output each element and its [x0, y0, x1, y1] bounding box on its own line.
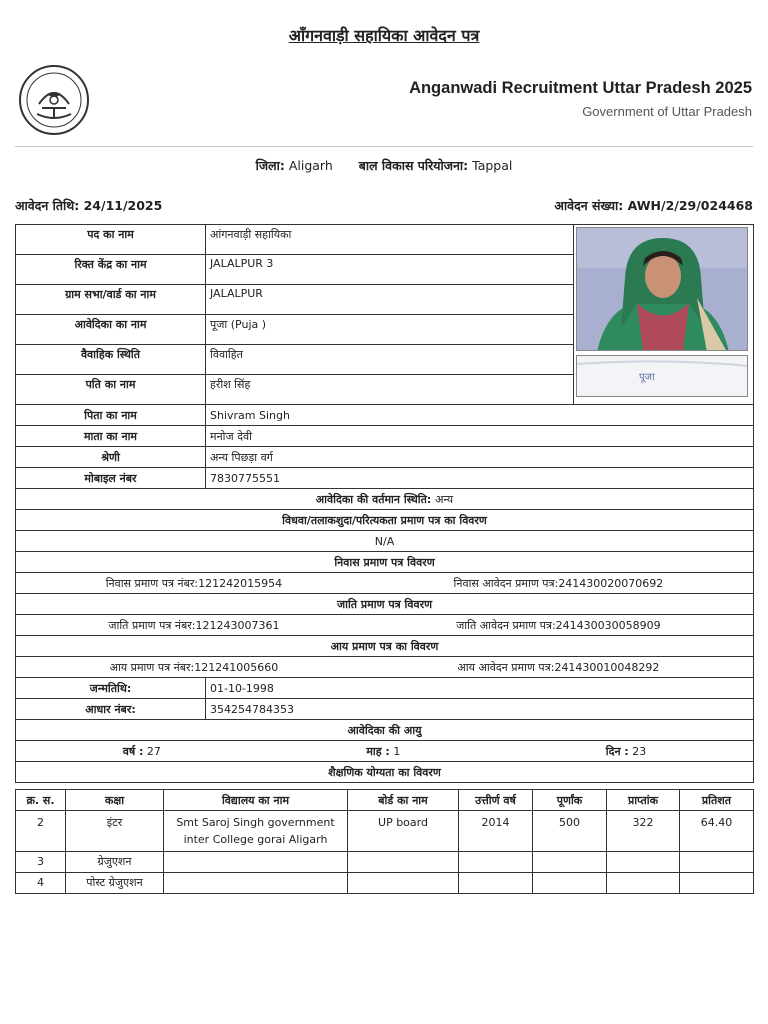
- caste-cert-number: जाति प्रमाण पत्र नंबर:121243007361: [108, 618, 280, 632]
- income-cert-row: [16, 657, 754, 678]
- signature-text: पूजा: [639, 372, 655, 383]
- husband-name-label: पति का नाम: [16, 375, 206, 405]
- current-status-label: आवेदिका की वर्तमान स्थिति:: [315, 492, 432, 506]
- category-value: अन्य पिछड़ा वर्ग: [206, 447, 754, 468]
- current-status-value: अन्य: [435, 492, 454, 506]
- col-year: उत्तीर्ण वर्ष: [459, 790, 533, 811]
- education-heading: शैक्षणिक योग्यता का विवरण: [16, 762, 754, 783]
- post-label: पद का नाम: [16, 225, 206, 255]
- residence-cert-number: निवास प्रमाण पत्र नंबर:121242015954: [105, 576, 283, 590]
- app-no-value: AWH/2/29/024468: [627, 198, 753, 213]
- org-title: Anganwadi Recruitment Uttar Pradesh 2025: [409, 79, 752, 97]
- cell-school: [164, 873, 348, 894]
- caste-app-number: जाति आवेदन प्रमाण पत्र:241430030058909: [456, 618, 661, 632]
- table-row: [16, 852, 754, 873]
- project-label: बाल विकास परियोजना:: [358, 158, 469, 173]
- cell-year: 2014: [459, 811, 533, 852]
- mobile-label: मोबाइल नंबर: [16, 468, 206, 489]
- dob-label: जन्मतिथि:: [16, 678, 206, 699]
- col-class: कक्षा: [66, 790, 164, 811]
- applicant-name-label: आवेदिका का नाम: [16, 315, 206, 345]
- cell-class: ग्रेजुएशन: [66, 852, 164, 873]
- applicant-photo: [576, 227, 748, 351]
- age-years: वर्ष : 27: [122, 744, 161, 758]
- cell-class: पोस्ट ग्रेजुएशन: [66, 873, 164, 894]
- applicant-name-value: पूजा (Puja ): [206, 315, 574, 345]
- marital-status-label: वैवाहिक स्थिति: [16, 345, 206, 375]
- col-school: विद्यालय का नाम: [164, 790, 348, 811]
- application-number: [554, 197, 753, 214]
- cell-percent: [680, 873, 754, 894]
- income-cert-number: आय प्रमाण पत्र नंबर:121241005660: [109, 660, 279, 674]
- cell-sno: 2: [16, 811, 66, 852]
- header-divider: [15, 146, 753, 147]
- post-value: आंगनवाड़ी सहायिका: [206, 225, 574, 255]
- cell-obtained: [607, 852, 680, 873]
- age-row: [16, 741, 754, 762]
- aadhaar-value: 354254784353: [206, 699, 754, 720]
- mother-name-label: माता का नाम: [16, 426, 206, 447]
- cell-school: Smt Saroj Singh government inter College gorai Aligarh: [164, 811, 348, 852]
- photo-cell: [574, 225, 754, 405]
- caste-cert-row: [16, 615, 754, 636]
- col-obtained: प्राप्तांक: [607, 790, 680, 811]
- husband-name-value: हरीश सिंह: [206, 375, 574, 405]
- age-months: माह : 1: [366, 744, 401, 758]
- table-row: [16, 811, 754, 852]
- mobile-value: 7830775551: [206, 468, 754, 489]
- education-header-row: [16, 790, 754, 811]
- col-sno: क्र. स.: [16, 790, 66, 811]
- cell-total: [533, 873, 607, 894]
- application-details-table: [15, 224, 754, 783]
- app-date-label: आवेदन तिथि:: [15, 198, 80, 213]
- caste-cert-heading: जाति प्रमाण पत्र विवरण: [16, 594, 754, 615]
- widow-cert-heading: विधवा/तलाकशुदा/परित्यकता प्रमाण पत्र का विवरण: [16, 510, 754, 531]
- app-no-label: आवेदन संख्या:: [554, 198, 624, 213]
- village-label: ग्राम सभा/वार्ड का नाम: [16, 285, 206, 315]
- dob-value: 01-10-1998: [206, 678, 754, 699]
- center-label: रिक्त केंद्र का नाम: [16, 255, 206, 285]
- district-value: Aligarh: [288, 158, 333, 173]
- col-percent: प्रतिशत: [680, 790, 754, 811]
- cell-percent: 64.40: [680, 811, 754, 852]
- cell-board: UP board: [348, 811, 459, 852]
- widow-cert-value: N/A: [16, 531, 754, 552]
- cell-obtained: 322: [607, 811, 680, 852]
- table-row: [16, 873, 754, 894]
- residence-cert-heading: निवास प्रमाण पत्र विवरण: [16, 552, 754, 573]
- org-subtitle: Government of Uttar Pradesh: [582, 104, 752, 119]
- col-total: पूर्णांक: [533, 790, 607, 811]
- residence-cert-row: [16, 573, 754, 594]
- up-government-emblem: [17, 64, 91, 136]
- cell-school: [164, 852, 348, 873]
- cell-total: [533, 852, 607, 873]
- col-board: बोर्ड का नाम: [348, 790, 459, 811]
- form-title: आँगनवाड़ी सहायिका आवेदन पत्र: [288, 26, 480, 45]
- applicant-signature: [576, 355, 748, 397]
- father-name-label: पिता का नाम: [16, 405, 206, 426]
- current-status-row: [16, 489, 754, 510]
- district-label: जिला:: [255, 158, 285, 173]
- residence-app-number: निवास आवेदन प्रमाण पत्र:241430020070692: [453, 576, 664, 590]
- category-label: श्रेणी: [16, 447, 206, 468]
- cell-sno: 4: [16, 873, 66, 894]
- cell-sno: 3: [16, 852, 66, 873]
- income-app-number: आय आवेदन प्रमाण पत्र:241430010048292: [457, 660, 660, 674]
- village-value: JALALPUR: [206, 285, 574, 315]
- aadhaar-label: आधार नंबर:: [16, 699, 206, 720]
- application-date: [15, 197, 162, 214]
- marital-status-value: विवाहित: [206, 345, 574, 375]
- age-days: दिन : 23: [605, 744, 647, 758]
- cell-year: [459, 852, 533, 873]
- location-line: [0, 157, 768, 174]
- app-date-value: 24/11/2025: [83, 198, 163, 213]
- cell-board: [348, 852, 459, 873]
- cell-class: इंटर: [66, 811, 164, 852]
- age-heading: आवेदिका की आयु: [16, 720, 754, 741]
- mother-name-value: मनोज देवी: [206, 426, 754, 447]
- project-value: Tappal: [472, 158, 513, 173]
- cell-year: [459, 873, 533, 894]
- cell-board: [348, 873, 459, 894]
- cell-obtained: [607, 873, 680, 894]
- center-value: JALALPUR 3: [206, 255, 574, 285]
- father-name-value: Shivram Singh: [206, 405, 754, 426]
- cell-percent: [680, 852, 754, 873]
- education-table: [15, 789, 754, 894]
- income-cert-heading: आय प्रमाण पत्र का विवरण: [16, 636, 754, 657]
- cell-total: 500: [533, 811, 607, 852]
